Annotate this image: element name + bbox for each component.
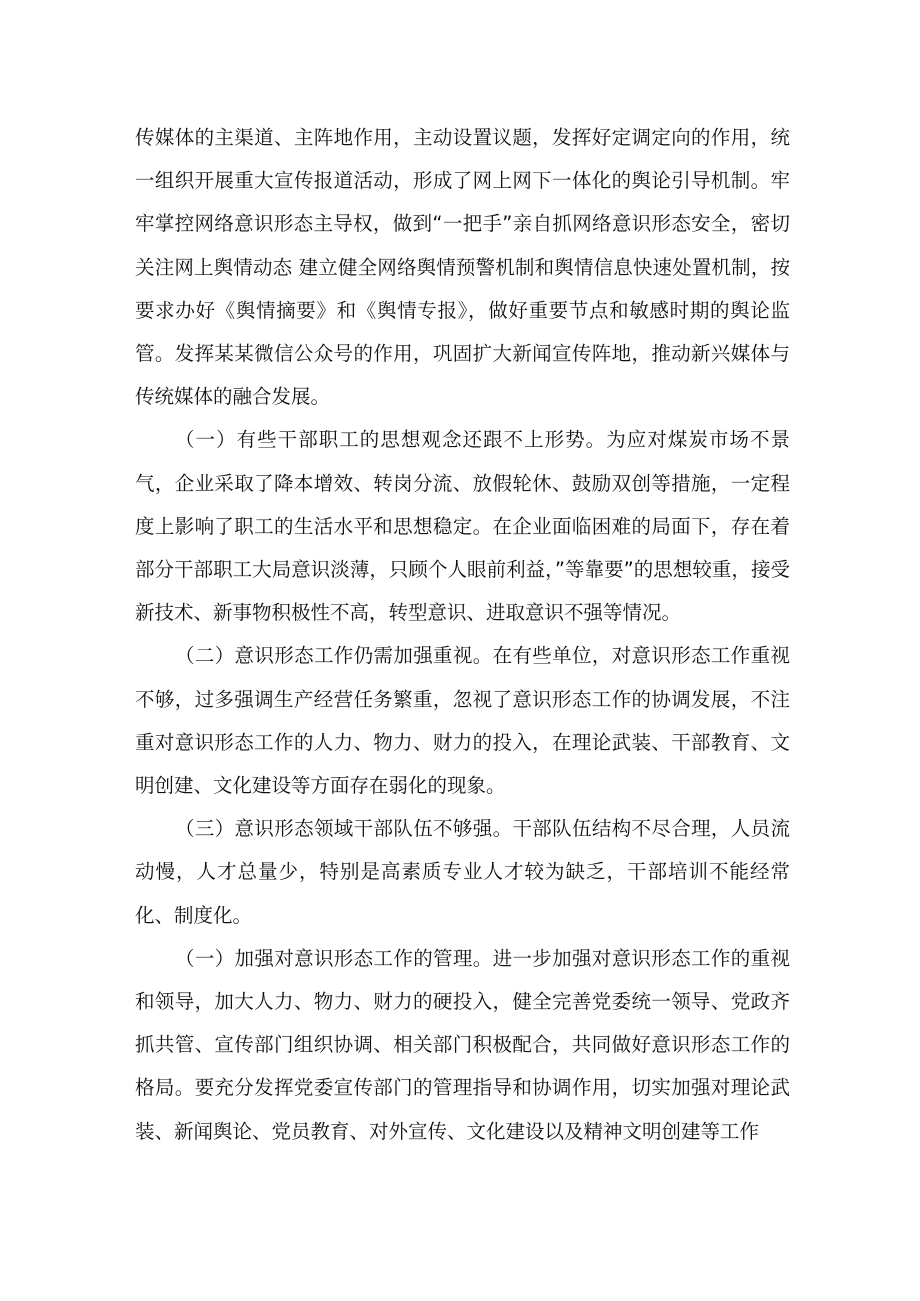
paragraph-measure-1: （一）加强对意识形态工作的管理。进一步加强对意识形态工作的重视和领导，加大人力、物力、财力的硬投入，健全完善党委统一领导、党政齐抓共管、宣传部门组织协调、相关部门积极配合，共同做好意识形态工作的格局。要充分发挥党委宣传部门的管理指导和协调作用，切实加强对理论武装、新闻舆论、党员教育、对外宣传、文化建设以及精神文明创建等工作 bbox=[135, 946, 790, 1143]
paragraph-issue-3: （三）意识形态领域干部队伍不够强。干部队伍结构不尽合理，人员流动慢，人才总量少，特别是高素质专业人才较为缺乏，干部培训不能经常化、制度化。 bbox=[135, 817, 790, 927]
document-body bbox=[135, 116, 790, 1153]
paragraph-continuation: 传媒体的主渠道、主阵地作用，主动设置议题，发挥好定调定向的作用，统一组织开展重大宣传报道活动，形成了网上网下一体化的舆论引导机制。牢牢掌控网络意识形态主导权，做到“一把手”亲自抓网络意识形态安全，密切关注网上舆情动态 建立健全网络舆情预警机制和舆情信息快速处置机制，按要求办好《舆情摘要》和《舆情专报》，做好重要节点和敏感时期的舆论监管。发挥某某微信公众号的作用，巩固扩大新闻宣传阵地，推动新兴媒体与传统媒体的融合发展。 bbox=[135, 126, 790, 409]
paragraph-issue-1: （一）有些干部职工的思想观念还跟不上形势。为应对煤炭市场不景气，企业采取了降本增效、转岗分流、放假轮休、鼓励双创等措施，一定程度上影响了职工的生活水平和思想稳定。在企业面临困难的局面下，存在着部分干部职工大局意识淡薄，只顾个人眼前利益，”等靠要”的思想较重，接受新技术、新事物积极性不高，转型意识、进取意识不强等情况。 bbox=[135, 428, 790, 625]
paragraph-issue-2: （二）意识形态工作仍需加强重视。在有些单位，对意识形态工作重视不够，过多强调生产经营任务繁重，忽视了意识形态工作的协调发展，不注重对意识形态工作的人力、物力、财力的投入，在理论武装、干部教育、文明创建、文化建设等方面存在弱化的现象。 bbox=[135, 644, 790, 798]
